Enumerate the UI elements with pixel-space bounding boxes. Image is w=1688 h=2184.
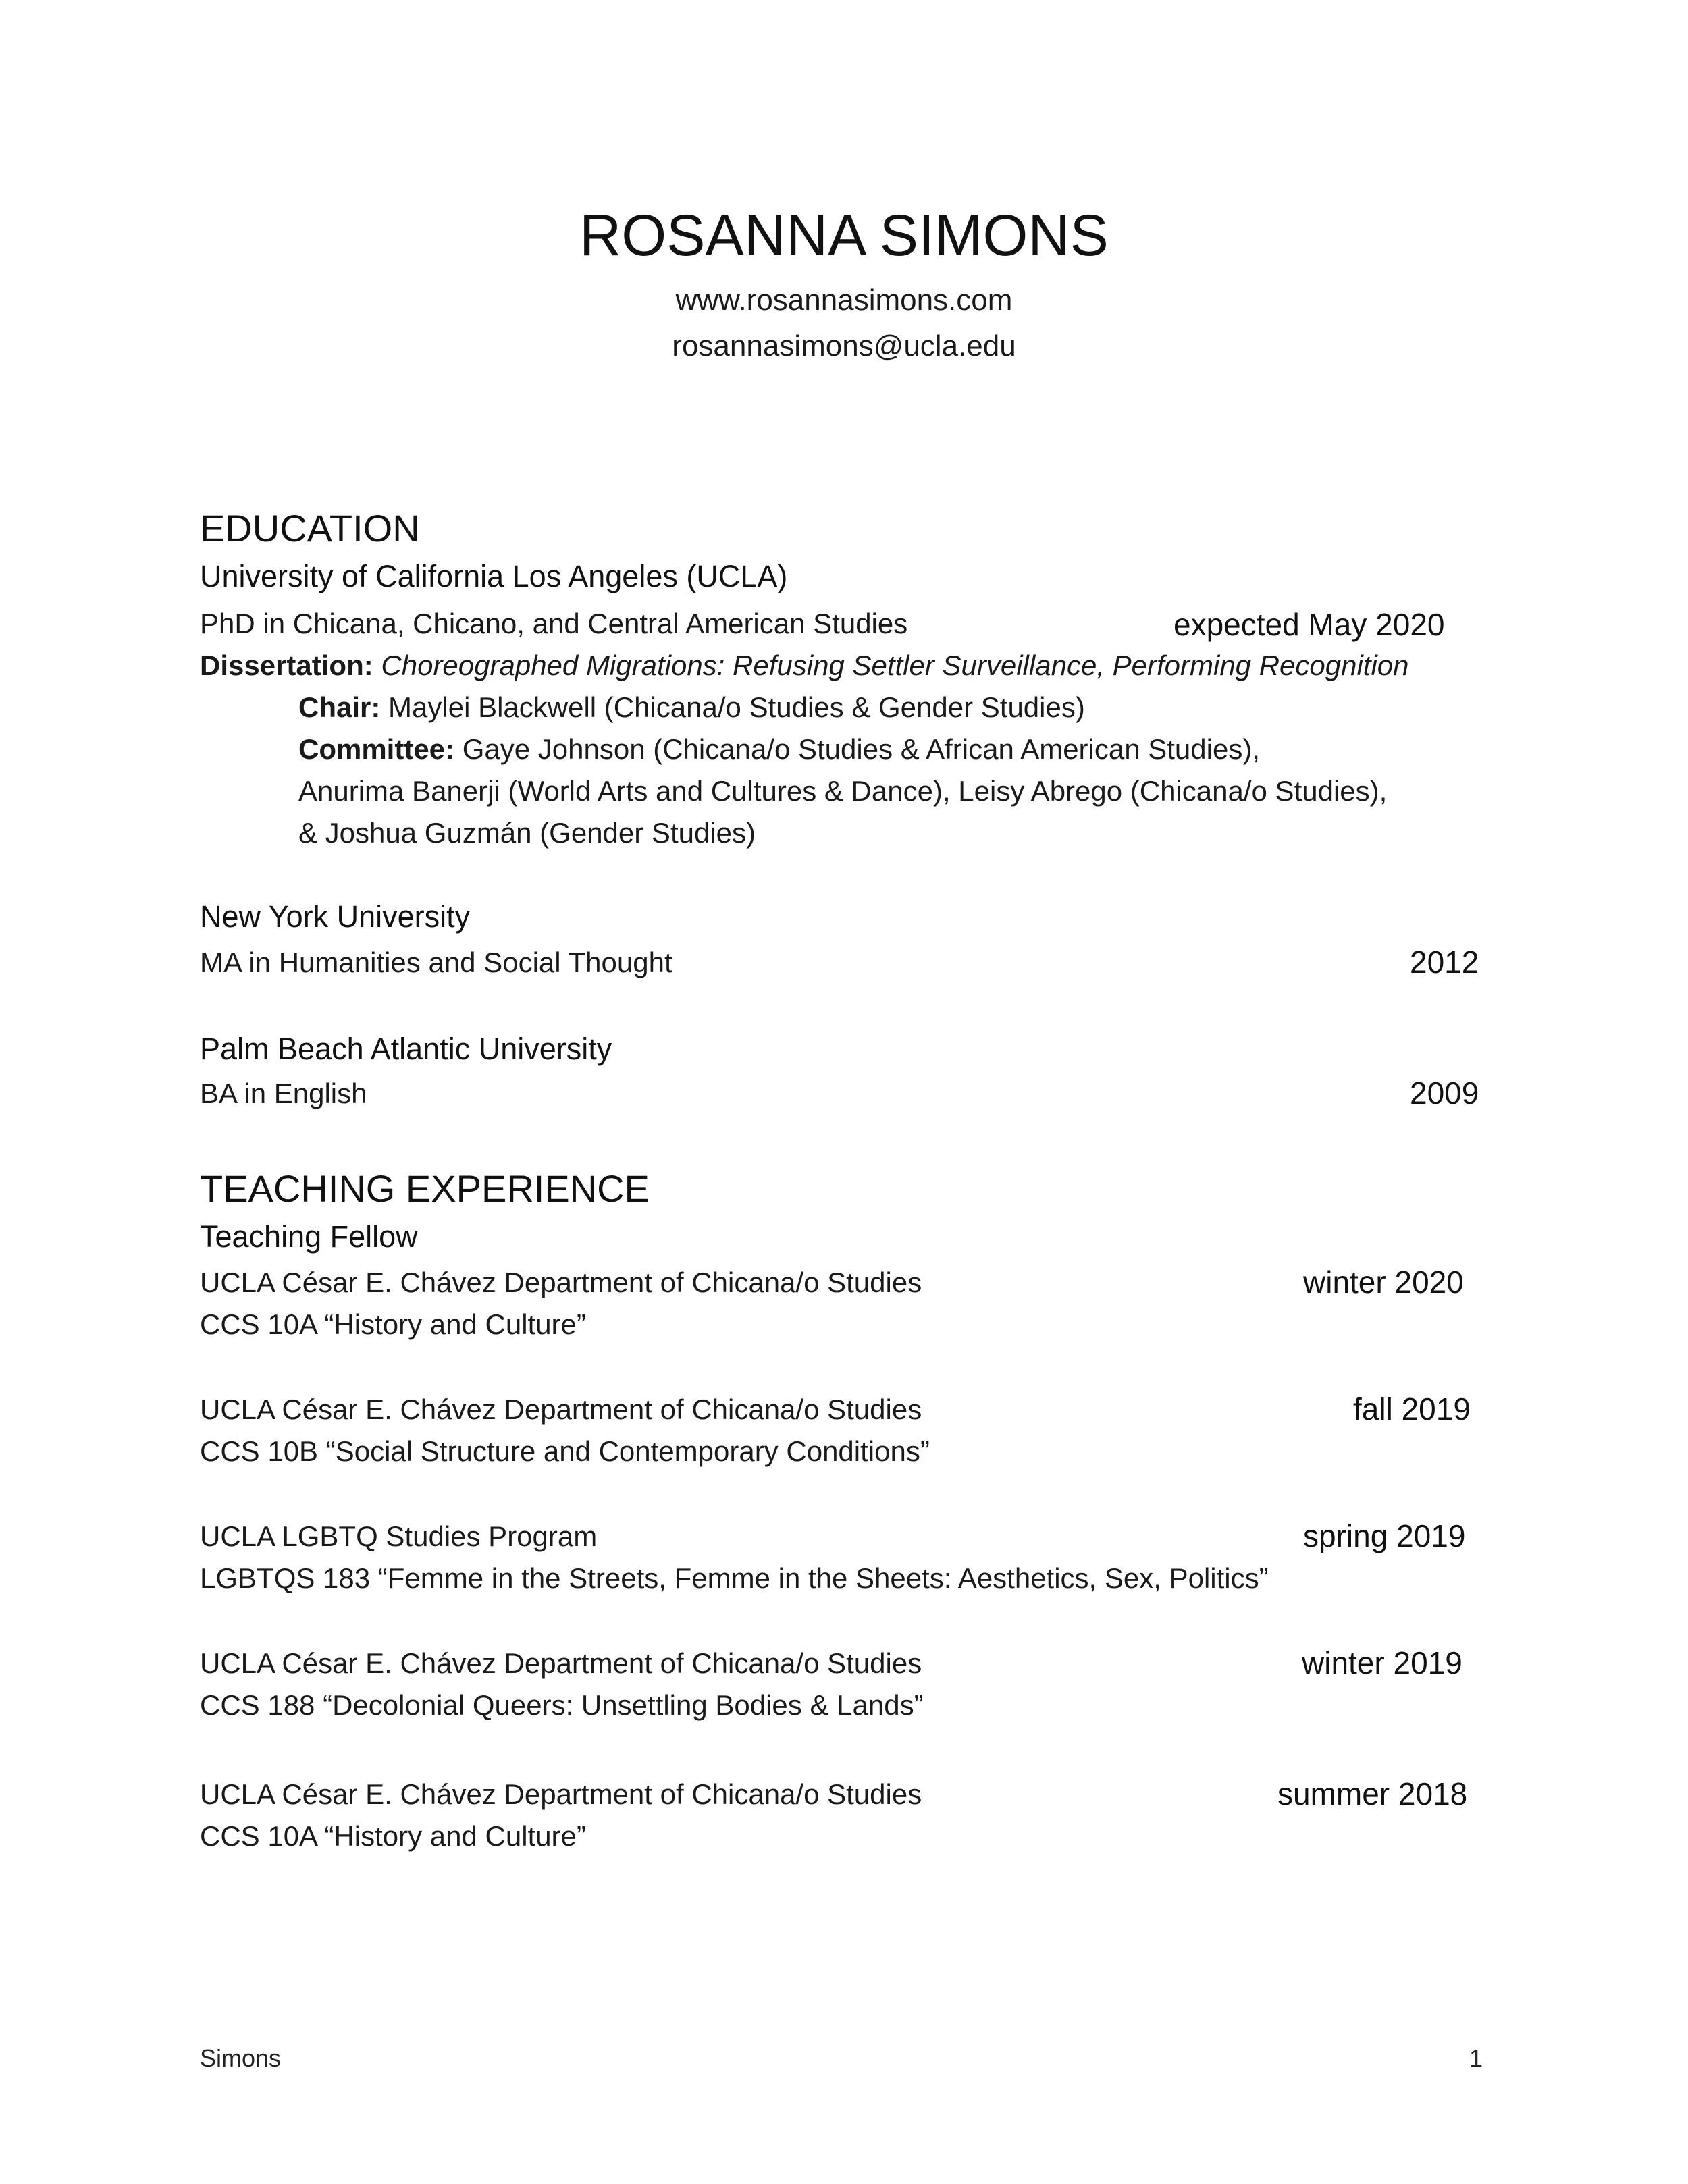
teaching-dept-5: UCLA César E. Chávez Department of Chicana/o Studies [200,1778,922,1810]
email-link[interactable]: rosannasimons@ucla.edu [672,329,1016,363]
teaching-course-2: CCS 10B “Social Structure and Contemporary Conditions” [200,1435,930,1467]
teaching-course-3: LGBTQS 183 “Femme in the Streets, Femme in the Sheets: Aesthetics, Sex, Politics” [200,1562,1269,1594]
ucla-degree: PhD in Chicana, Chicano, and Central American Studies [200,608,908,639]
teaching-heading: TEACHING EXPERIENCE [200,1167,650,1210]
chair-value: Maylei Blackwell (Chicana/o Studies & Gender Studies) [388,691,1085,723]
chair-label: Chair: [298,691,381,723]
footer-author: Simons [200,2044,282,2072]
teaching-date-3: spring 2019 [1303,1518,1466,1553]
teaching-date-4: winter 2019 [1302,1645,1462,1680]
pbau-institution: Palm Beach Atlantic University [200,1032,612,1066]
teaching-date-1: winter 2020 [1303,1264,1464,1300]
committee-label: Committee: [298,733,455,765]
committee-line-2: Anurima Banerji (World Arts and Cultures & Dance), Leisy Abrego (Chicana/o Studies), [298,775,1388,807]
dissertation-line [200,649,1409,682]
nyu-date: 2012 [1410,944,1479,980]
cv-name: ROSANNA SIMONS [579,203,1109,268]
page-number: 1 [1469,2044,1483,2072]
teaching-dept-1: UCLA César E. Chávez Department of Chicana/o Studies [200,1267,922,1298]
teaching-course-4: CCS 188 “Decolonial Queers: Unsettling Bodies & Lands” [200,1689,924,1721]
teaching-dept-3: UCLA LGBTQ Studies Program [200,1520,598,1552]
dissertation-label: Dissertation: [200,649,373,681]
education-heading: EDUCATION [200,507,420,550]
nyu-degree: MA in Humanities and Social Thought [200,947,672,978]
pbau-date: 2009 [1410,1075,1479,1111]
ucla-institution: University of California Los Angeles (UCLA) [200,559,788,593]
nyu-institution: New York University [200,899,471,934]
teaching-date-2: fall 2019 [1353,1391,1471,1427]
chair-line [298,691,1085,724]
teaching-date-5: summer 2018 [1277,1776,1468,1811]
committee-line-1 [298,733,1260,766]
dissertation-title: Choreographed Migrations: Refusing Settler Surveillance, Performing Recognition [381,649,1409,681]
ucla-date: expected May 2020 [1173,607,1445,642]
teaching-dept-2: UCLA César E. Chávez Department of Chicana/o Studies [200,1393,922,1425]
teaching-role: Teaching Fellow [200,1219,418,1254]
teaching-course-5: CCS 10A “History and Culture” [200,1820,586,1852]
pbau-degree: BA in English [200,1077,367,1109]
teaching-dept-4: UCLA César E. Chávez Department of Chicana/o Studies [200,1647,922,1679]
committee-line-3: & Joshua Guzmán (Gender Studies) [298,817,756,849]
committee-value-1: Gaye Johnson (Chicana/o Studies & African American Studies), [462,733,1260,765]
website-link[interactable]: www.rosannasimons.com [675,284,1013,317]
teaching-course-1: CCS 10A “History and Culture” [200,1308,586,1340]
